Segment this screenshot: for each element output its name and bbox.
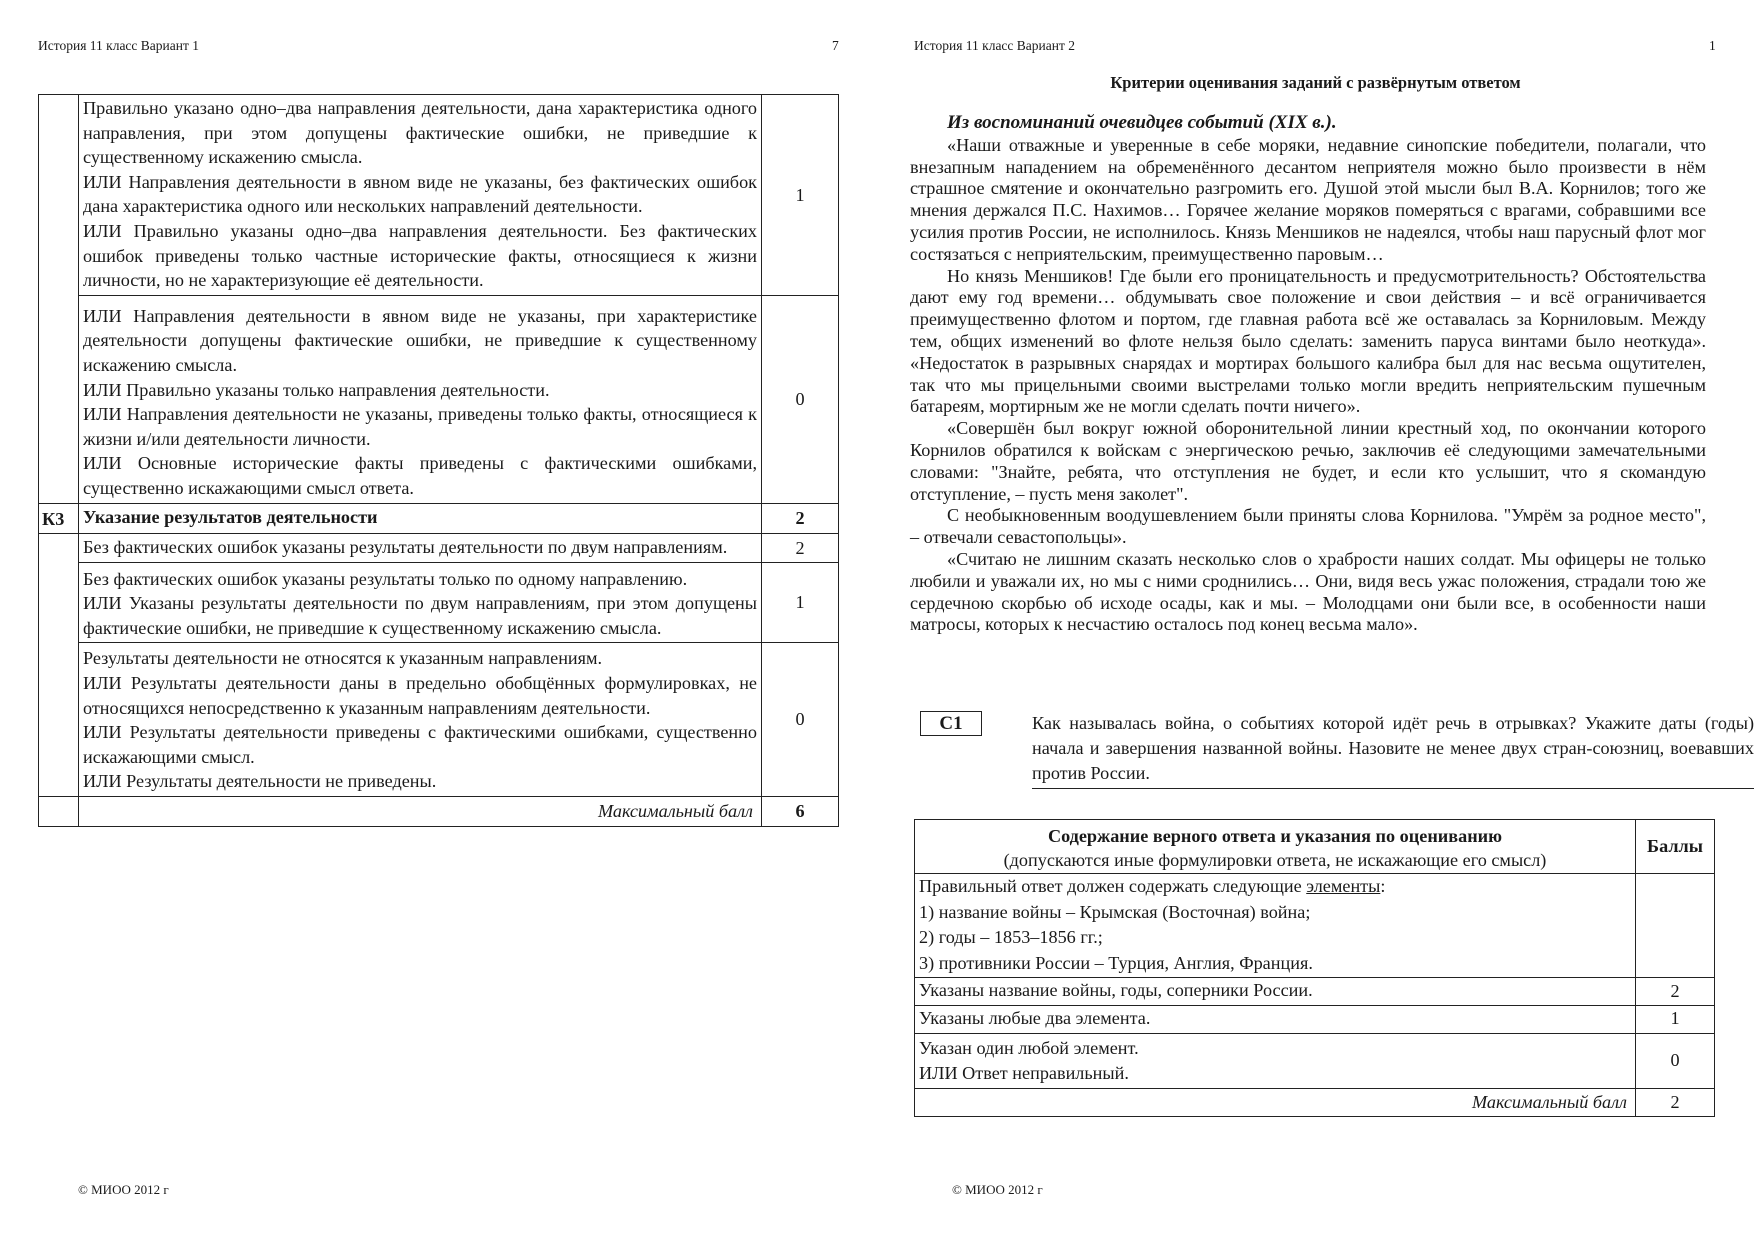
page-footer: © МИОО 2012 г: [952, 1182, 1043, 1197]
task-label: С1: [920, 711, 982, 736]
answer-item: 1) название войны – Крымская (Восточная) война;: [919, 901, 1311, 922]
criteria-paragraph: ИЛИ Правильно указаны одно–два направления деятельности. Без фактических ошибок приведены только частные исторические факты, относящиеся к жизни личности, но не характеризующие её деятельности.: [83, 220, 757, 291]
table-row: [915, 978, 1715, 1006]
table-row: [915, 1088, 1715, 1117]
table-header-score: Баллы: [1636, 820, 1715, 874]
score-cell: 2: [762, 503, 839, 534]
answer-item: 3) противники России – Турция, Англия, Франция.: [919, 952, 1313, 973]
passage-paragraph: «Наши отважные и уверенные в себе моряки, недавние синопские победители, полагали, что внезапным нападением на обременённого десантом неприятеля можно было произвести в нём страшное смятение и окончательно разгромить его. Душой этой мысли был В.А. Корнилов; того же мнения держался П.С. Нахимов… Горячее желание моряков померяться с врагами, собравшими все усилия против России, не исполнилось. Князь Меншиков не надеялся, чтобы наш парусный флот мог состязаться с неприятельским, преимущественно паровым…: [910, 134, 1706, 264]
table-row: [39, 95, 839, 296]
page-number: 7: [832, 38, 839, 53]
score-cell: 1: [1636, 1005, 1715, 1033]
criteria-table: [38, 94, 839, 827]
task-question: Как называлась война, о событиях которой идёт речь в отрывках? Укажите даты (годы) начала и завершения названной войны. Назовите не менее двух стран-союзниц, воевавших против России.: [1032, 713, 1754, 783]
passage-paragraph: С необыкновенным воодушевлением были приняты слова Корнилова. "Умрём за родное место", – отвечали севастопольцы».: [910, 505, 1706, 548]
table-row: [39, 797, 839, 827]
table-row: [915, 1005, 1715, 1033]
page-header: История 11 класс Вариант 1: [38, 38, 200, 53]
criteria-text: [915, 1033, 1636, 1088]
criteria-text: [79, 562, 762, 643]
max-score-label: Максимальный балл: [79, 797, 762, 827]
criterion-code: К3: [39, 503, 79, 534]
score-cell: [1636, 874, 1715, 978]
criteria-paragraph: ИЛИ Результаты деятельности даны в предельно обобщённых формулировках, не относящихся непосредственно к указанным направлениям деятельности.: [83, 673, 757, 718]
answer-intro: [919, 874, 1631, 900]
criteria-paragraph: Результаты деятельности не относятся к указанным направлениям.: [83, 648, 603, 669]
criteria-text: [79, 95, 762, 296]
answer-content: [915, 874, 1636, 978]
score-cell: 2: [1636, 978, 1715, 1006]
answer-intro-colon: :: [1380, 876, 1386, 896]
max-score-value: 6: [762, 797, 839, 827]
table-row: [39, 534, 839, 563]
criteria-text: [79, 643, 762, 797]
criteria-paragraph: ИЛИ Правильно указаны только направления деятельности.: [83, 379, 550, 400]
code-cell: [39, 797, 79, 827]
page-title: Критерии оценивания заданий с развёрнутым ответом: [1110, 73, 1521, 92]
table-row: [915, 1033, 1715, 1088]
criteria-text: [79, 534, 762, 563]
table-header-row: [915, 820, 1715, 874]
criteria-text: Указаны любые два элемента.: [915, 1005, 1636, 1033]
criteria-line: ИЛИ Ответ неправильный.: [919, 1063, 1129, 1084]
passage-paragraph: «Совершён был вокруг южной оборонительной линии крестный ход, по окончании которого Корнилов обратился к войскам с энергическою речью, заключив её следующими замечательными словами: "Знайте, ребята, что отступления не будет, и если кто услышит, что я скомандую отступление, – пусть меня заколет".: [910, 418, 1706, 504]
score-cell: 0: [1636, 1033, 1715, 1088]
score-cell: 1: [762, 562, 839, 643]
answer-table: [914, 819, 1715, 1117]
table-header-content: [915, 820, 1636, 874]
header-main: Содержание верного ответа и указания по оцениванию: [1047, 826, 1503, 846]
max-score-value: 2: [1636, 1088, 1715, 1117]
score-cell: 0: [762, 643, 839, 797]
table-row: [39, 503, 839, 534]
divider: [1032, 788, 1754, 789]
answer-item: 2) годы – 1853–1856 гг.;: [919, 927, 1103, 948]
passage-paragraph: «Считаю не лишним сказать несколько слов о храбрости наших солдат. Мы офицеры не только любили и уважали их, но мы с ними сроднились… Они, видя весь ужас положения, страдали тою же сердечною скорбью об исходе осады, как и мы. – Молодцами они были все, в особенности наши матросы, которых к несчастию осталось под конец весьма мало».: [910, 548, 1706, 635]
max-score-label: Максимальный балл: [915, 1088, 1636, 1117]
table-row: [39, 643, 839, 797]
page-footer: © МИОО 2012 г: [78, 1182, 169, 1197]
criteria-paragraph: ИЛИ Результаты деятельности не приведены.: [83, 771, 437, 792]
score-cell: 2: [762, 534, 839, 563]
score-cell: 1: [762, 95, 839, 296]
criteria-paragraph: Без фактических ошибок указаны результаты деятельности по двум направлениям.: [83, 537, 728, 558]
passage-paragraph: Но князь Меншиков! Где были его проницательность и предусмотрительность? Обстоятельства дают ему год времени… обдумывать свое положение и свои действия – и всё ограничивается преимущественно флотом и портом, где главная работа всё же оставалась за Корниловым. Между тем, общих изменений во флоте нельзя было сделать: заменить паруса винтами было неоткуда». «Недостаток в разрывных снарядах и мортирах большого калибра был для нас весьма ощутителен, так что мы прицельными своими выстрелами только могли вредить неприятельским пушечным батареям, мортирным же не могли сделать почти ничего».: [910, 265, 1706, 417]
passage-heading: Из воспоминаний очевидцев событий (XIX в.).: [947, 112, 1337, 133]
criteria-paragraph: Без фактических ошибок указаны результаты только по одному направлению.: [83, 568, 688, 589]
criteria-paragraph: ИЛИ Направления деятельности в явном виде не указаны, без фактических ошибок дана характеристика одного или нескольких направлений деятельности.: [83, 171, 757, 217]
criteria-paragraph: ИЛИ Направления деятельности в явном виде не указаны, при характеристике деятельности допущены фактические ошибки, не приведшие к существенному искажению смысла.: [83, 305, 757, 375]
score-cell: 0: [762, 295, 839, 503]
answer-intro-underlined: элементы: [1306, 876, 1381, 896]
criteria-paragraph: ИЛИ Результаты деятельности приведены с фактическими ошибками, существенно искажающими смысл.: [83, 722, 757, 767]
criteria-paragraph: Правильно указано одно–два направления деятельности, дана характеристика одного направления, при этом допущены фактические ошибки, не приведшие к существенному искажению смысла.: [83, 98, 757, 168]
criteria-line: Указан один любой элемент.: [919, 1037, 1139, 1058]
criterion-heading: Указание результатов деятельности: [79, 503, 762, 534]
table-row: [915, 874, 1715, 978]
header-sub: (допускаются иные формулировки ответа, не искажающие его смысл): [1003, 850, 1547, 870]
table-row: [39, 562, 839, 643]
criteria-paragraph: ИЛИ Направления деятельности не указаны, приведены только факты, относящиеся к жизни и/или деятельности личности.: [83, 404, 757, 449]
code-cell: [39, 95, 79, 504]
criteria-paragraph: ИЛИ Указаны результаты деятельности по двум направлениям, при этом допущены фактические ошибки, не приведшие к существенному искажению смысла.: [83, 593, 757, 638]
right-page: [877, 0, 1754, 1239]
source-passage: [910, 112, 1706, 636]
criteria-paragraph: ИЛИ Основные исторические факты приведены с фактическими ошибками, существенно искажающими смысл ответа.: [83, 453, 757, 498]
page-header: История 11 класс Вариант 2: [914, 38, 1076, 53]
answer-intro-text: Правильный ответ должен содержать следующие: [919, 876, 1307, 896]
code-cell: [39, 534, 79, 797]
page-number: 1: [1709, 38, 1716, 53]
table-row: [39, 295, 839, 503]
criteria-text: Указаны название войны, годы, соперники России.: [915, 978, 1636, 1006]
criteria-text: [79, 295, 762, 503]
